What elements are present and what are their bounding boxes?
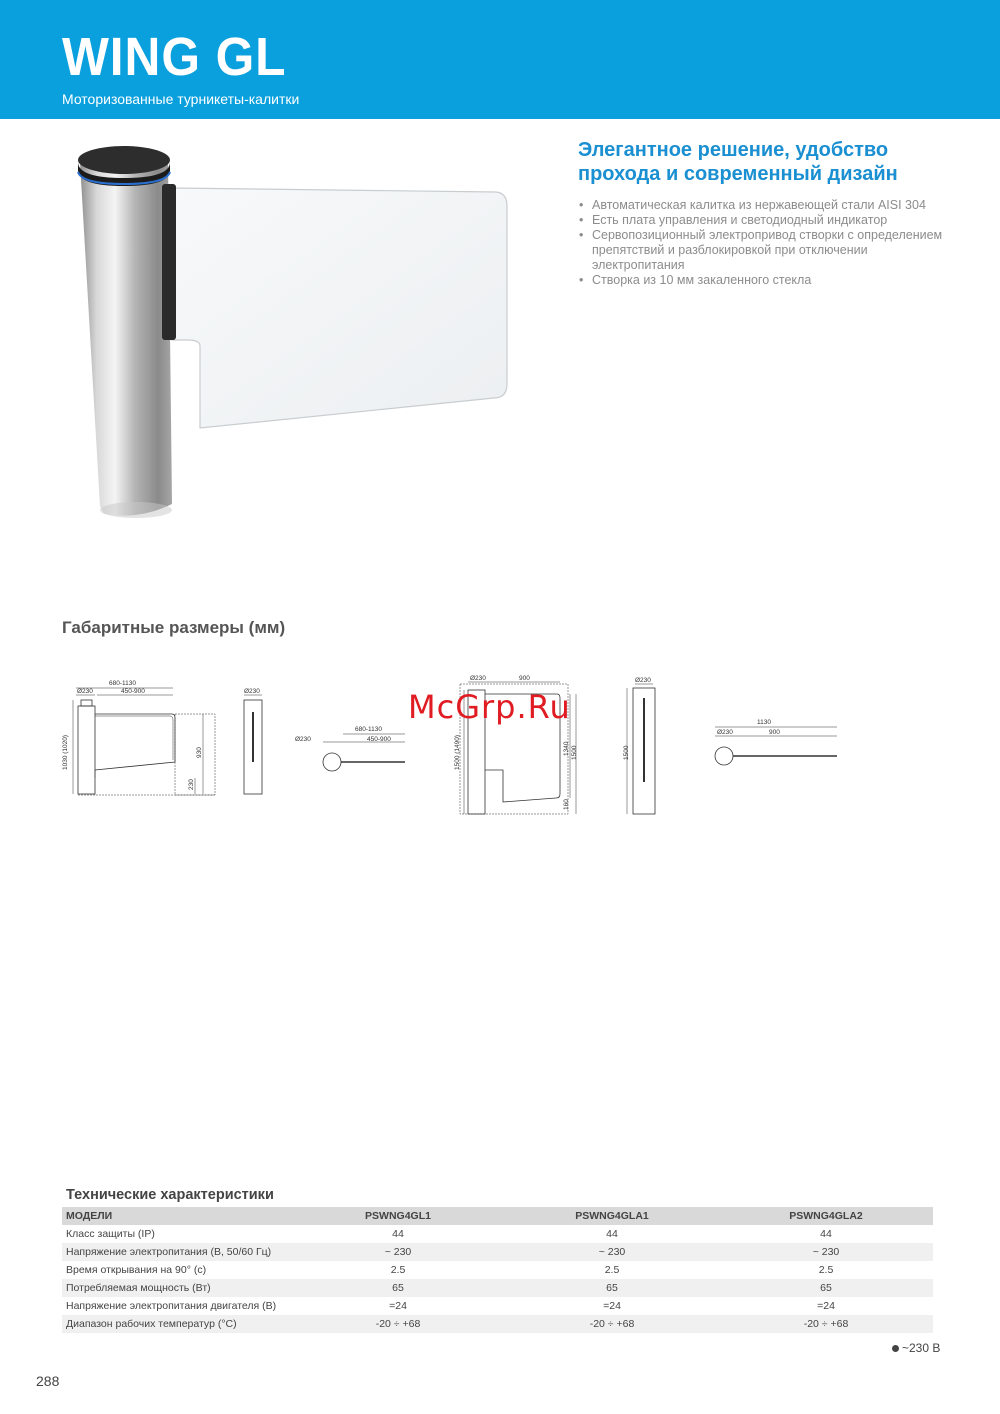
specs-title: Технические характеристики: [66, 1187, 274, 1203]
dim-label: 1500: [623, 745, 630, 760]
dim-label: 1500 (1490): [454, 734, 461, 770]
feature-item: • Автоматическая калитка из нержавеющей стали AISI 304: [578, 198, 958, 213]
legend-text: ~230 В: [902, 1341, 941, 1355]
dim-label: 160: [563, 799, 570, 810]
product-image: [60, 136, 530, 536]
feature-item: • Сервопозиционный электропривод створки с определением препятствий и разблокировкой при отключении электропитания: [578, 228, 958, 273]
row-value: ~ 230: [719, 1243, 933, 1261]
watermark: McGrp.Ru: [408, 688, 571, 726]
dim-label: Ø230: [295, 736, 311, 743]
row-value: 65: [719, 1279, 933, 1297]
page-number: 288: [36, 1373, 60, 1389]
drawing-side-gl: [244, 695, 262, 794]
features-title-line2: прохода и современный дизайн: [578, 163, 898, 185]
features-title: [578, 138, 958, 186]
table-row: [62, 1243, 933, 1261]
product-subtitle: Моторизованные турникеты-калитки: [62, 91, 300, 107]
row-label: Класс защиты (IP): [66, 1228, 155, 1240]
row-value: 2.5: [604, 1264, 620, 1276]
dim-label: 930: [196, 747, 203, 758]
dim-label: 1030 (1020): [62, 734, 69, 770]
header-cell: PSWNG4GL1: [291, 1207, 505, 1225]
features-title-line1: Элегантное решение, удобство: [578, 139, 889, 161]
row-value: =24: [603, 1300, 621, 1312]
dim-label: 1340: [563, 741, 570, 756]
row-value: ~ 230: [291, 1243, 505, 1261]
dim-label: 1130: [757, 719, 771, 726]
dim-label: Ø230: [77, 688, 93, 695]
specs-table: [62, 1207, 933, 1333]
table-row: [62, 1297, 933, 1315]
drawing-front-gl: [73, 688, 215, 795]
dim-label: 680-1130: [109, 680, 136, 687]
dim-label: Ø230: [717, 729, 733, 736]
features-list: [578, 198, 958, 288]
row-label: Напряжение электропитания двигателя (В): [66, 1300, 277, 1312]
power-legend: [892, 1341, 940, 1355]
dim-label: 1500: [571, 745, 578, 760]
header-band: [0, 0, 1000, 119]
row-label: Потребляемая мощность (Вт): [62, 1279, 291, 1297]
feature-item: • Есть плата управления и светодиодный индикатор: [578, 213, 958, 228]
table-row: [62, 1315, 933, 1333]
dim-label: Ø230: [470, 675, 486, 682]
row-value: 44: [606, 1228, 618, 1240]
dim-label: 230: [188, 779, 195, 790]
row-value: 65: [505, 1279, 719, 1297]
row-value: 44: [392, 1228, 404, 1240]
row-label: Диапазон рабочих температур (°С): [62, 1315, 291, 1333]
header-cell: МОДЕЛИ: [62, 1207, 291, 1225]
header-cell: PSWNG4GLA2: [719, 1207, 933, 1225]
dim-label: 450-900: [367, 736, 391, 743]
dim-label: 680-1130: [355, 726, 382, 733]
dim-label: 450-900: [121, 688, 145, 695]
table-header-row: [62, 1207, 933, 1225]
bullet-dot-icon: [892, 1345, 899, 1352]
table-row: [62, 1225, 933, 1243]
header-cell: PSWNG4GLA1: [505, 1207, 719, 1225]
row-label: Напряжение электропитания (В, 50/60 Гц): [62, 1243, 291, 1261]
row-value: ~ 230: [505, 1243, 719, 1261]
row-label: Время открывания на 90° (с): [66, 1264, 207, 1276]
dimensions-title: Габаритные размеры (мм): [62, 618, 286, 637]
feature-item: • Створка из 10 мм закаленного стекла: [578, 273, 958, 288]
product-title: WING GL: [62, 27, 287, 87]
row-value: -20 ÷ +68: [291, 1315, 505, 1333]
row-value: -20 ÷ +68: [505, 1315, 719, 1333]
dim-label: Ø230: [635, 677, 651, 684]
drawing-top-gl: [323, 734, 405, 771]
drawing-side-gla: [627, 684, 655, 814]
row-value: =24: [389, 1300, 407, 1312]
row-value: -20 ÷ +68: [719, 1315, 933, 1333]
row-value: 2.5: [390, 1264, 406, 1276]
row-value: 2.5: [818, 1264, 834, 1276]
row-value: 65: [291, 1279, 505, 1297]
dim-label: 900: [519, 675, 530, 682]
table-row: [62, 1261, 933, 1279]
dim-label: Ø230: [244, 688, 260, 695]
table-row: [62, 1279, 933, 1297]
row-value: =24: [817, 1300, 835, 1312]
row-value: 44: [820, 1228, 832, 1240]
dim-label: 900: [769, 729, 780, 736]
